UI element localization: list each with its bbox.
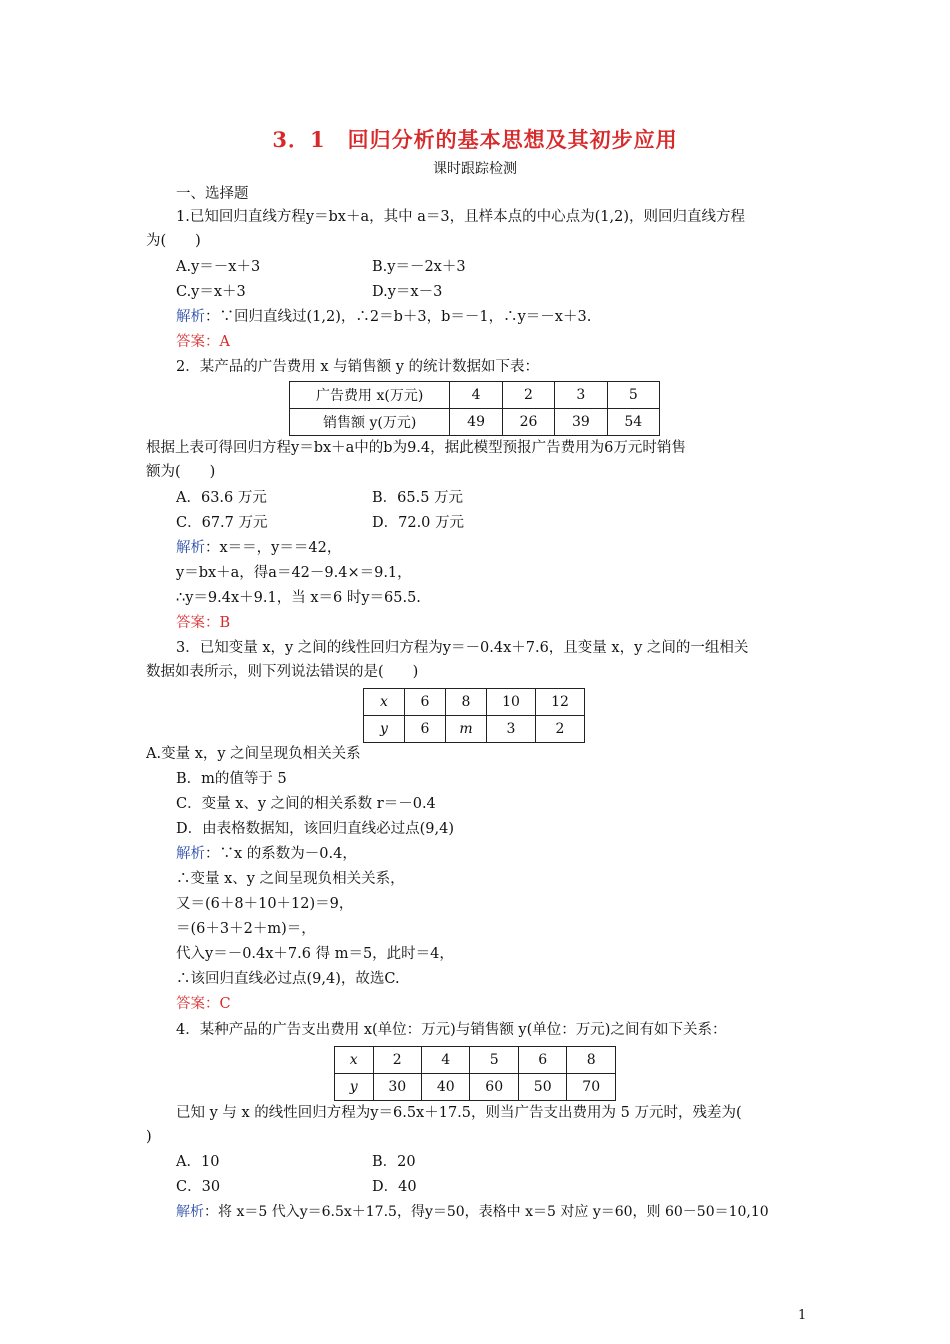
q4-stem: 4．某种产品的广告支出费用 x(单位：万元)与销售额 y(单位：万元)之间有如下关系： bbox=[176, 1022, 727, 1038]
table-cell: 3 bbox=[487, 716, 536, 743]
q1-stem-line2: 为( ) bbox=[146, 233, 201, 249]
section-heading: 一、选择题 bbox=[176, 186, 249, 202]
q4-stem-after-line2: ) bbox=[146, 1129, 152, 1145]
table-row bbox=[290, 409, 660, 436]
table-cell: 39 bbox=[555, 409, 607, 436]
table-cell: m bbox=[446, 716, 487, 743]
q4-option-b: B．20 bbox=[372, 1154, 416, 1170]
table-cell: 3 bbox=[555, 382, 607, 409]
q3-explanation-line6: ∴该回归直线必过点(9,4)，故选C. bbox=[176, 971, 400, 987]
q4-stem-after-line1: 已知 y 与 x 的线性回归方程为y＝6.5x＋17.5，则当广告支出费用为 5 万元时，残差为( bbox=[176, 1105, 742, 1121]
table-cell: 49 bbox=[450, 409, 502, 436]
q1-stem-line1: 1.已知回归直线方程y＝bx＋a，其中 a＝3，且样本点的中心点为(1,2)，则回归直线方程 bbox=[176, 209, 745, 225]
q3-option-a: A.变量 x，y 之间呈现负相关关系 bbox=[146, 746, 361, 762]
table-row bbox=[364, 689, 585, 716]
q2-option-b: B．65.5 万元 bbox=[372, 490, 464, 506]
q1-option-b: B.y＝－2x＋3 bbox=[372, 259, 466, 275]
q2-answer: 答案：B bbox=[176, 615, 231, 631]
table-cell: y bbox=[335, 1074, 374, 1101]
table-row bbox=[335, 1074, 616, 1101]
q4-explanation-text: ：将 x＝5 代入y＝6.5x＋17.5，得y＝50，表格中 x＝5 对应 y＝60，则 60－50＝10,10 bbox=[204, 1204, 769, 1220]
page-subtitle: 课时跟踪检测 bbox=[433, 161, 517, 177]
table-row bbox=[290, 382, 660, 409]
q4-explanation bbox=[176, 1202, 769, 1222]
q3-explanation-label: 解析 bbox=[176, 846, 205, 862]
q3-data-table bbox=[363, 688, 585, 743]
q3-answer: 答案：C bbox=[176, 996, 231, 1012]
page-number: 1 bbox=[798, 1308, 807, 1323]
q1-option-d: D.y＝x－3 bbox=[372, 284, 443, 300]
q1-explanation-label: 解析 bbox=[176, 309, 205, 325]
q2-option-c: C．67.7 万元 bbox=[176, 515, 268, 531]
q2-option-a: A．63.6 万元 bbox=[176, 490, 267, 506]
q3-explanation-line5: 代入y＝－0.4x＋7.6 得 m＝5，此时＝4， bbox=[176, 946, 454, 962]
table-cell: 12 bbox=[536, 689, 585, 716]
table-cell: 2 bbox=[536, 716, 585, 743]
table-cell: 4 bbox=[450, 382, 502, 409]
q4-option-c: C．30 bbox=[176, 1179, 221, 1195]
table-cell: 销售额 y(万元) bbox=[290, 409, 450, 436]
q3-stem-line1: 3．已知变量 x，y 之间的线性回归方程为y＝－0.4x＋7.6，且变量 x，y 之间的一组相关 bbox=[176, 640, 749, 656]
q4-option-d: D．40 bbox=[372, 1179, 417, 1195]
table-cell: 60 bbox=[470, 1074, 518, 1101]
table-cell: 6 bbox=[405, 689, 446, 716]
q3-explanation-line4: ＝(6＋3＋2＋m)＝， bbox=[176, 921, 316, 937]
q2-data-table bbox=[289, 381, 660, 436]
table-cell: 2 bbox=[373, 1047, 421, 1074]
table-cell: 2 bbox=[502, 382, 554, 409]
table-row bbox=[335, 1047, 616, 1074]
q2-explanation-text: ：x＝＝，y＝＝42， bbox=[205, 540, 342, 556]
q2-stem-after-line2: 额为( ) bbox=[146, 464, 216, 480]
table-cell: 6 bbox=[518, 1047, 566, 1074]
q1-option-a: A.y＝－x＋3 bbox=[176, 259, 261, 275]
q2-stem-after-line1: 根据上表可得回归方程y＝bx＋a中的b为9.4，据此模型预报广告费用为6万元时销售 bbox=[146, 440, 686, 456]
q3-stem-line2: 数据如表所示，则下列说法错误的是( ) bbox=[146, 664, 419, 680]
table-cell: 6 bbox=[405, 716, 446, 743]
table-cell: 5 bbox=[470, 1047, 518, 1074]
table-cell: x bbox=[335, 1047, 374, 1074]
q3-option-b: B．m的值等于 5 bbox=[176, 771, 287, 787]
q2-option-d: D．72.0 万元 bbox=[372, 515, 465, 531]
q3-option-d: D．由表格数据知，该回归直线必过点(9,4) bbox=[176, 821, 454, 837]
page-title: 3．1 回归分析的基本思想及其初步应用 bbox=[272, 127, 678, 152]
q3-option-c: C．变量 x、y 之间的相关系数 r＝－0.4 bbox=[176, 796, 436, 812]
q4-explanation-label: 解析 bbox=[176, 1204, 204, 1220]
q1-answer: 答案：A bbox=[176, 334, 230, 350]
q3-explanation-line2: ∴变量 x、y 之间呈现负相关关系， bbox=[176, 871, 405, 887]
table-cell: 8 bbox=[567, 1047, 616, 1074]
q3-explanation bbox=[176, 844, 357, 864]
table-cell: 54 bbox=[607, 409, 659, 436]
q2-explanation-line2: y＝bx＋a，得a＝42－9.4×＝9.1， bbox=[176, 565, 412, 581]
table-cell: 8 bbox=[446, 689, 487, 716]
table-cell: 26 bbox=[502, 409, 554, 436]
q3-explanation-line3: 又＝(6＋8＋10＋12)＝9， bbox=[176, 896, 354, 912]
table-cell: 4 bbox=[421, 1047, 469, 1074]
table-cell: 50 bbox=[518, 1074, 566, 1101]
table-cell: 10 bbox=[487, 689, 536, 716]
table-cell: y bbox=[364, 716, 405, 743]
q1-option-c: C.y＝x＋3 bbox=[176, 284, 246, 300]
table-cell: 40 bbox=[421, 1074, 469, 1101]
q1-explanation bbox=[176, 307, 591, 327]
q2-stem: 2．某产品的广告费用 x 与销售额 y 的统计数据如下表： bbox=[176, 359, 540, 375]
q4-option-a: A．10 bbox=[176, 1154, 220, 1170]
q2-explanation bbox=[176, 538, 341, 558]
table-cell: 广告费用 x(万元) bbox=[290, 382, 450, 409]
q3-explanation-text: ：∵x 的系数为－0.4， bbox=[205, 846, 357, 862]
table-cell: 5 bbox=[607, 382, 659, 409]
q4-data-table bbox=[334, 1046, 616, 1101]
q2-explanation-label: 解析 bbox=[176, 540, 205, 556]
table-row bbox=[364, 716, 585, 743]
table-cell: x bbox=[364, 689, 405, 716]
table-cell: 70 bbox=[567, 1074, 616, 1101]
table-cell: 30 bbox=[373, 1074, 421, 1101]
q2-explanation-line3: ∴y＝9.4x＋9.1，当 x＝6 时y＝65.5. bbox=[176, 590, 421, 606]
q1-explanation-text: ：∵回归直线过(1,2)，∴2＝b＋3，b＝－1，∴y＝－x＋3. bbox=[205, 309, 592, 325]
